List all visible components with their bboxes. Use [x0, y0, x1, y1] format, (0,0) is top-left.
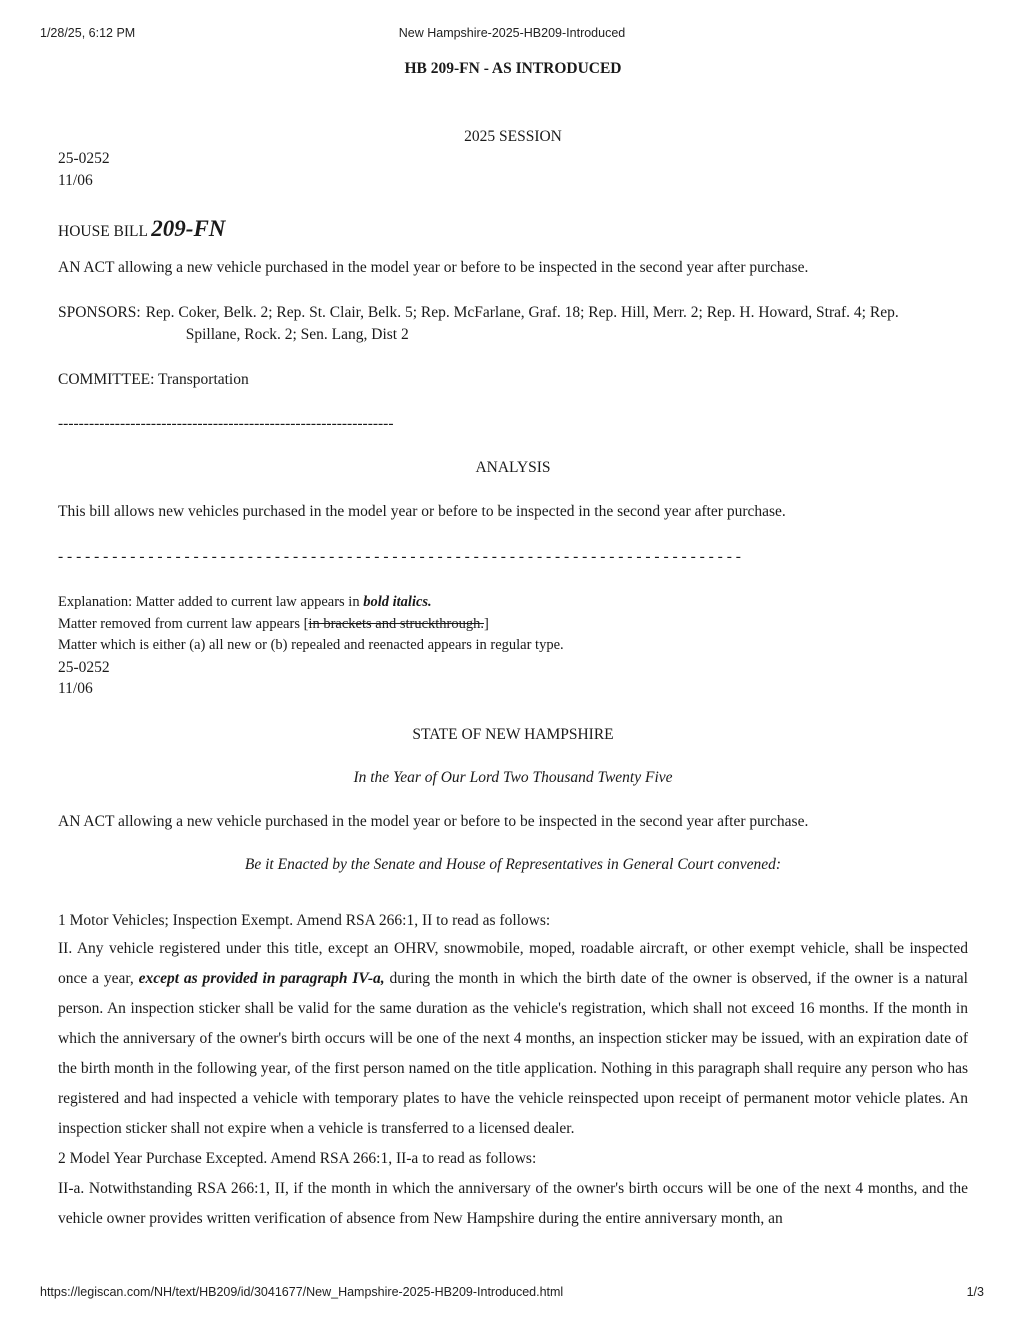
state-heading: STATE OF NEW HAMPSHIRE — [412, 725, 614, 743]
explanation-line-1 — [58, 592, 968, 614]
act-title: AN ACT allowing a new vehicle purchased in the model year or before to be inspected in the second year after purchase. — [58, 259, 809, 276]
bill-title: HB 209-FN - AS INTRODUCED — [404, 60, 622, 77]
sponsors-line-1: Rep. Coker, Belk. 2; Rep. St. Clair, Belk. 5; Rep. McFarlane, Graf. 18; Rep. Hill, Merr. 2; Rep. H. Howard, Straf. 4; Rep. — [145, 304, 899, 321]
house-bill-heading — [58, 218, 968, 243]
explanation-block — [58, 592, 968, 700]
section-2-paragraph: II-a. Notwithstanding RSA 266:1, II, if the month in which the anniversary of the owner's birth occurs will be one of the next 4 months, and the vehicle owner provides written verification of absence from New Hampshire during the entire anniversary month, an — [58, 1179, 968, 1227]
analysis-text: This bill allows new vehicles purchased in the model year or before to be inspected in the second year after purchase. — [58, 503, 786, 520]
print-datetime: 1/28/25, 6:12 PM — [40, 26, 136, 40]
page-number: 1/3 — [966, 1285, 984, 1299]
sponsors-line-2: Spillane, Rock. 2; Sen. Lang, Dist 2 — [185, 326, 409, 343]
house-bill-label: HOUSE BILL — [58, 223, 148, 240]
explanation-line-2-suffix: ] — [484, 615, 489, 632]
version-code-2: 11/06 — [58, 680, 93, 697]
print-footer — [40, 1285, 984, 1301]
version-code: 11/06 — [58, 172, 93, 189]
year-line: In the Year of Our Lord Two Thousand Twenty Five — [353, 768, 673, 786]
section-1-heading: 1 Motor Vehicles; Inspection Exempt. Amend RSA 266:1, II to read as follows: — [58, 911, 551, 929]
session-line: 2025 SESSION — [464, 128, 562, 145]
explanation-struck-text: in brackets and struckthrough. — [308, 615, 484, 632]
act-title-2: AN ACT allowing a new vehicle purchased in the model year or before to be inspected in the second year after purchase. — [58, 812, 809, 830]
print-doc-title: New Hampshire-2025-HB209-Introduced — [398, 26, 626, 40]
section-1-paragraph — [58, 934, 968, 1144]
enacting-clause: Be it Enacted by the Senate and House of Representatives in General Court convened: — [244, 855, 782, 873]
explanation-line-3: Matter which is either (a) all new or (b) repealed and reenacted appears in regular type. — [58, 637, 564, 653]
house-bill-number: 209-FN — [151, 216, 226, 241]
separator-dashed: - - - - - - - - - - - - - - - - - - - - - - - - - - - - - - - - - - - - - - - - - - - - - - - - - - - - - - - - - - - - - - - - - - - - - - - - - - - - — [58, 548, 741, 565]
print-url: https://legiscan.com/NH/text/HB209/id/3041677/New_Hampshire-2025-HB209-Introduced.html — [40, 1285, 564, 1299]
sponsors-names — [141, 302, 899, 346]
print-header — [40, 26, 984, 42]
bill-document — [58, 58, 968, 1234]
lsr-number-2: 25-0252 — [58, 658, 110, 676]
section-1-text-b: during the month in which the birth date of the owner is observed, if the owner is a natural person. An inspection sticker shall be valid for the same duration as the vehicle's registration, which shall not exceed 16 months. If the month in which the anniversary of the owner's birth occurs will be one of the next 4 months, an inspection sticker may be issued, with an expiration date of the birth month in the following year, of the first person named on the title application. Nothing in this paragraph shall require any person who has registered and had inspected a vehicle with temporary plates to have the vehicle reinspected upon receipt of permanent motor vehicle plates. An inspection sticker shall not expire when a vehicle is transferred to a licensed dealer. — [58, 969, 968, 1137]
section-2-heading: 2 Model Year Purchase Excepted. Amend RSA 266:1, II-a to read as follows: — [58, 1149, 537, 1167]
separator-line: ----------------------------------------------------------------- — [58, 415, 394, 432]
section-1-text-a: II. Any vehicle registered under this title, except an OHRV, snowmobile, moped, roadable aircraft, or other exempt vehicle, shall be inspected once a year, — [58, 939, 968, 987]
explanation-line-2-text: Matter removed from current law appears [ — [58, 615, 309, 632]
explanation-bold-italics: bold italics. — [363, 594, 432, 610]
sponsors-block — [58, 302, 968, 346]
section-1-added-text: except as provided in paragraph IV-a, — [138, 969, 385, 987]
explanation-line-2 — [58, 614, 968, 636]
lsr-number: 25-0252 — [58, 150, 110, 167]
sponsors-label: SPONSORS: — [58, 304, 141, 321]
explanation-line-1-text: Explanation: Matter added to current law appears in — [58, 594, 364, 610]
committee-line: COMMITTEE: Transportation — [58, 371, 249, 388]
analysis-heading: ANALYSIS — [475, 459, 551, 476]
